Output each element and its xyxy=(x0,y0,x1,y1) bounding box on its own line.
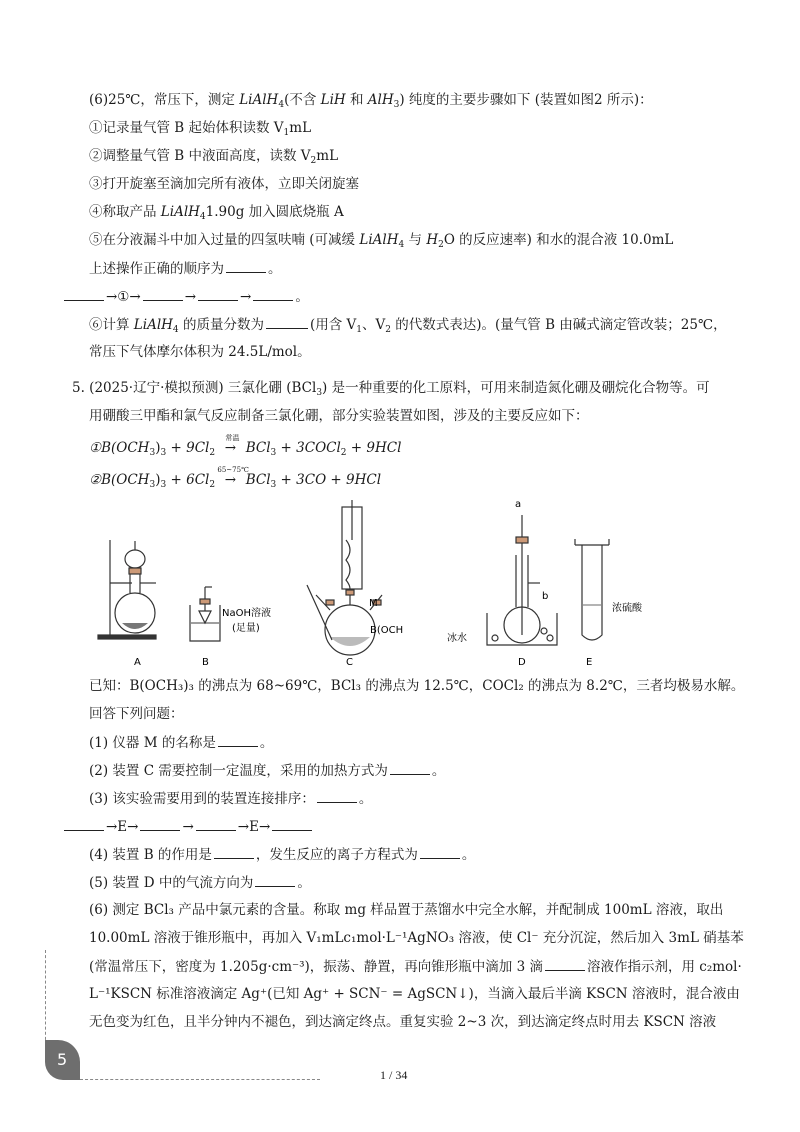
question-5: (5) 装置 D 中的气流方向为 。 xyxy=(89,872,311,893)
label-c: C xyxy=(346,657,353,668)
question-6-line1: (6) 测定 BCl₃ 产品中氯元素的含量。称取 mg 样品置于蒸馏水中完全水解，并配制成 100mL 溶液，取出 xyxy=(89,902,724,918)
answer-intro: 回答下列问题： xyxy=(89,706,184,722)
order-question: 上述操作正确的顺序为 。 xyxy=(89,258,282,279)
answer-blank[interactable] xyxy=(272,816,312,831)
b-label: b xyxy=(542,591,549,602)
answer-blank[interactable] xyxy=(253,286,293,301)
part6-intro: (6)25℃，常压下，测定 LiAlH$_4$(不含 LiH 和 AlH$_3$) 纯度的主要步骤如下 (装置如图2 所示)： xyxy=(89,92,653,110)
step-5: ⑤在分液漏斗中加入过量的四氢呋喃 (可减缓 LiAlH$_4$ 与 $H_2O$ 的反应速率) 和水的混合液 10.0mL xyxy=(89,232,674,250)
answer-blank[interactable] xyxy=(64,816,104,831)
step-3: ③打开旋塞至滴加完所有液体，立即关闭旋塞 xyxy=(89,176,359,192)
label-b: B xyxy=(202,657,209,668)
answer-blank[interactable] xyxy=(420,844,460,859)
answer-blank[interactable] xyxy=(64,286,104,301)
answer-blank[interactable] xyxy=(266,314,308,329)
a-label: a xyxy=(515,499,522,510)
question-6-line2: 10.00mL 溶液于锥形瓶中，再加入 V₁mLc₁mol·L⁻¹AgNO₃ 溶液，使 Cl⁻ 充分沉淀，然后加入 3mL 硝基苯 xyxy=(89,930,744,946)
margin-dash-vertical xyxy=(45,950,46,1045)
order-sequence: →①→ → → 。 xyxy=(62,286,309,307)
ice-label: 冰水 xyxy=(447,633,467,644)
step-4: ④称取产品 LiAlH$_4$1.90g 加入圆底烧瓶 A xyxy=(89,204,344,222)
question-2: (2) 装置 C 需要控制一定温度，采用的加热方式为 。 xyxy=(89,760,445,781)
answer-blank[interactable] xyxy=(255,872,295,887)
label-a: A xyxy=(134,657,141,668)
question-6-line5: 无色变为红色，且半分钟内不褪色，到达滴定终点。重复实验 2~3 次，到达滴定终点时用去 KSCN 溶液 xyxy=(89,1014,717,1030)
known-line: 已知：B(OCH₃)₃ 的沸点为 68~69℃，BCl₃ 的沸点为 12.5℃，COCl₂ 的沸点为 8.2℃，三者均极易水解。 xyxy=(89,678,745,694)
answer-blank[interactable] xyxy=(390,760,430,775)
answer-blank[interactable] xyxy=(218,732,258,747)
page-number-tab: 5 xyxy=(45,1040,80,1080)
apparatus-e xyxy=(575,539,609,640)
answer-blank[interactable] xyxy=(214,844,254,859)
acid-label: 浓硫酸 xyxy=(612,603,642,614)
question-6-line4: L⁻¹KSCN 标准溶液滴定 Ag⁺(已知 Ag⁺ + SCN⁻ = AgSCN↓)，当滴入最后半滴 KSCN 溶液时，混合液由 xyxy=(89,986,740,1002)
question-6-line3: (常温常压下，密度为 1.205g·cm⁻³)，振荡、静置，再向锥形瓶中滴加 3 滴 溶液作指示剂，用 c₂mol· xyxy=(89,956,742,977)
question-3: (3) 该实验需要用到的装置连接排序： 。 xyxy=(89,788,372,809)
answer-blank[interactable] xyxy=(143,286,183,301)
answer-blank[interactable] xyxy=(226,258,266,273)
reaction-1: $①B(OCH_3)_3 + 9Cl_2$ 常温 → BCl$_3$ + 3COCl$_2$ + 9HCl xyxy=(89,434,402,458)
q5-line2: 用硼酸三甲酯和氯气反应制备三氯化硼，部分实验装置如图，涉及的主要反应如下： xyxy=(89,408,589,424)
footer-dash xyxy=(80,1079,320,1080)
label-d: D xyxy=(518,657,526,668)
page-indicator: 1 / 34 xyxy=(380,1068,408,1082)
step-2: ②调整量气管 B 中液面高度，读数 $V_2mL$ xyxy=(89,148,339,166)
label-e: E xyxy=(586,657,593,668)
connection-sequence: →E→ → →E→ xyxy=(62,816,314,837)
answer-blank[interactable] xyxy=(545,956,585,971)
step-1: ①记录量气管 B 起始体积读数 $V_1mL$ xyxy=(89,120,312,138)
naoh-note: (足量) xyxy=(232,623,260,634)
reaction-2: $②B(OCH_3)_3 + 6Cl_2$ 65~75℃ → BCl$_3$ + 3CO + 9HCl xyxy=(89,466,382,490)
question-1: (1) 仪器 M 的名称是 。 xyxy=(89,732,273,753)
apparatus-a xyxy=(98,540,156,639)
apparatus-figure xyxy=(92,495,672,670)
answer-blank[interactable] xyxy=(140,816,180,831)
calc-line-2: 常压下气体摩尔体积为 24.5L/mol。 xyxy=(89,344,311,360)
apparatus-d xyxy=(487,515,557,645)
answer-blank[interactable] xyxy=(198,286,238,301)
answer-blank[interactable] xyxy=(196,816,236,831)
calc-line: ⑥计算 LiAlH$_4$ 的质量分数为 (用含 $V_1$、$V_2$ 的代数式表达)。(量气管 B 由碱式滴定管改装；25℃， xyxy=(89,314,727,335)
m-label: M xyxy=(369,598,378,609)
answer-blank[interactable] xyxy=(317,788,357,803)
boch3-label: B(OCH xyxy=(370,625,404,636)
q5-head: 5. (2025·辽宁·模拟预测) 三氯化硼 (BCl$_3$) 是一种重要的化工原料，可用来制造氮化硼及硼烷化合物等。可 xyxy=(72,380,710,398)
question-4: (4) 装置 B 的作用是 ，发生反应的离子方程式为 。 xyxy=(89,844,475,865)
apparatus-b xyxy=(190,587,220,641)
naoh-label: NaOH溶液 xyxy=(222,608,271,619)
